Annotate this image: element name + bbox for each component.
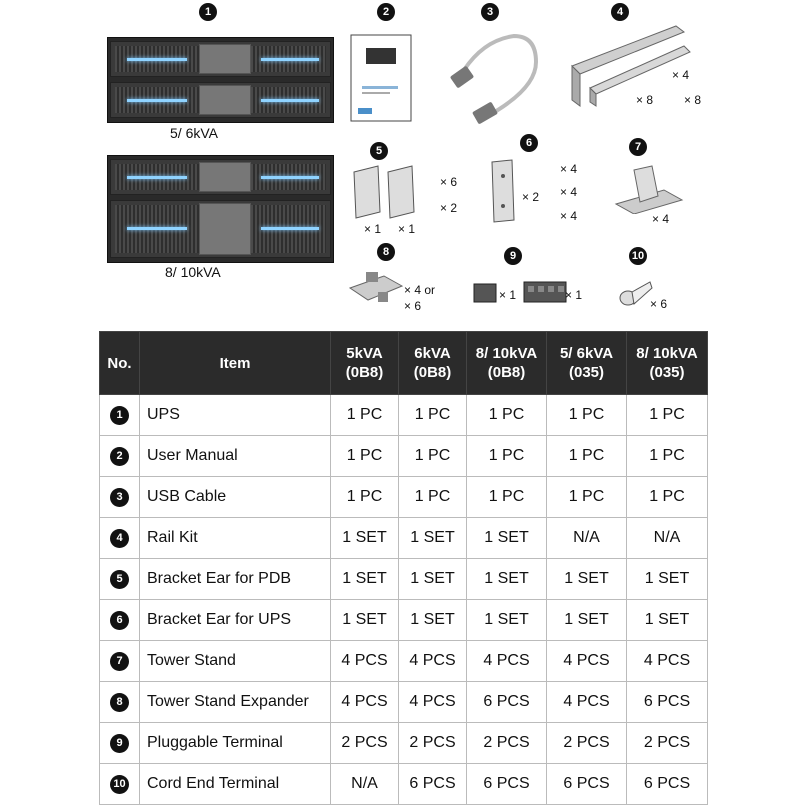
row-quantity-cell: 1 SET xyxy=(627,559,708,600)
row-quantity-cell: 1 PC xyxy=(547,436,627,477)
row-quantity-cell: 4 PCS xyxy=(547,682,627,723)
row-number xyxy=(100,477,140,518)
row-item-name: Cord End Terminal xyxy=(140,764,331,805)
item-badge-6: 6 xyxy=(520,134,538,152)
table-row xyxy=(100,477,708,518)
header-col-1: 5kVA (0B8) xyxy=(331,332,399,395)
ups-5-6kva-illustration xyxy=(107,37,334,123)
usb-cable-icon xyxy=(444,26,544,126)
row-quantity-cell: 1 SET xyxy=(331,518,399,559)
table-row xyxy=(100,600,708,641)
row-quantity-cell: 1 PC xyxy=(399,395,467,436)
row-quantity-cell: 1 PC xyxy=(627,395,708,436)
header-item: Item xyxy=(140,332,331,395)
pluggable-terminal-icon xyxy=(472,280,572,310)
row-quantity-cell: 6 PCS xyxy=(467,764,547,805)
row-quantity-cell: N/A xyxy=(331,764,399,805)
row-number xyxy=(100,682,140,723)
row-quantity-cell: 1 PC xyxy=(399,477,467,518)
header-col-4: 5/ 6kVA (035) xyxy=(547,332,627,395)
ups-5-6kva-caption: 5/ 6kVA xyxy=(170,125,218,141)
table-row xyxy=(100,395,708,436)
item-badge-1: 1 xyxy=(199,3,217,21)
table-header-row xyxy=(100,332,708,395)
row-quantity-cell: 1 SET xyxy=(467,559,547,600)
row-number xyxy=(100,723,140,764)
row-quantity-cell: N/A xyxy=(627,518,708,559)
table-row xyxy=(100,559,708,600)
expander-qty-line1: × 4 or xyxy=(404,283,436,297)
row-quantity-cell: 1 SET xyxy=(399,559,467,600)
table-row xyxy=(100,764,708,805)
terminal-b-qty: × 1 xyxy=(565,288,583,302)
row-number-badge: 6 xyxy=(110,611,129,630)
row-quantity-cell: 6 PCS xyxy=(467,682,547,723)
row-quantity-cell: 6 PCS xyxy=(627,764,708,805)
rail-screws-a-qty: × 4 xyxy=(672,68,690,82)
row-item-name: Bracket Ear for PDB xyxy=(140,559,331,600)
row-quantity-cell: 4 PCS xyxy=(399,682,467,723)
bracket-ear-ups-icon xyxy=(488,158,518,224)
row-quantity-cell: 4 PCS xyxy=(547,641,627,682)
expander-qty-line2: × 6 xyxy=(404,299,422,313)
header-col-3: 8/ 10kVA (0B8) xyxy=(467,332,547,395)
row-quantity-cell: 1 PC xyxy=(467,436,547,477)
table-row xyxy=(100,723,708,764)
item-badge-7: 7 xyxy=(629,138,647,156)
table-row xyxy=(100,682,708,723)
ups-nuts-b-qty: × 4 xyxy=(560,209,578,223)
pdb-ear-left-qty: × 1 xyxy=(364,222,382,236)
row-quantity-cell: 2 PCS xyxy=(547,723,627,764)
pdb-nuts-qty: × 2 xyxy=(440,201,458,215)
row-quantity-cell: 1 SET xyxy=(467,600,547,641)
row-quantity-cell: 1 PC xyxy=(331,395,399,436)
row-quantity-cell: 1 PC xyxy=(399,436,467,477)
table-row xyxy=(100,641,708,682)
header-col-2: 6kVA (0B8) xyxy=(399,332,467,395)
row-quantity-cell: 6 PCS xyxy=(399,764,467,805)
row-quantity-cell: 1 PC xyxy=(467,477,547,518)
table-row xyxy=(100,518,708,559)
row-number-badge: 4 xyxy=(110,529,129,548)
item-badge-10: 10 xyxy=(629,247,647,265)
row-number-badge: 8 xyxy=(110,693,129,712)
pdb-ear-right-qty: × 1 xyxy=(398,222,416,236)
row-number xyxy=(100,436,140,477)
row-quantity-cell: 4 PCS xyxy=(627,641,708,682)
row-quantity-cell: 1 PC xyxy=(627,436,708,477)
row-quantity-cell: 1 SET xyxy=(547,559,627,600)
item-badge-3: 3 xyxy=(481,3,499,21)
row-quantity-cell: 1 SET xyxy=(547,600,627,641)
row-number xyxy=(100,395,140,436)
item-badge-2: 2 xyxy=(377,3,395,21)
ups-8-10kva-illustration xyxy=(107,155,334,263)
row-quantity-cell: 2 PCS xyxy=(467,723,547,764)
rail-washers-qty: × 8 xyxy=(636,93,654,107)
row-number xyxy=(100,559,140,600)
row-quantity-cell: 2 PCS xyxy=(331,723,399,764)
row-number xyxy=(100,600,140,641)
row-number xyxy=(100,764,140,805)
pdb-screws-qty: × 6 xyxy=(440,175,458,189)
header-col-5: 8/ 10kVA (035) xyxy=(627,332,708,395)
tower-stand-qty: × 4 xyxy=(652,212,670,226)
ups-8-10kva-caption: 8/ 10kVA xyxy=(165,264,221,280)
tower-stand-expander-icon xyxy=(348,268,404,308)
tower-stand-icon xyxy=(614,162,686,214)
row-quantity-cell: N/A xyxy=(547,518,627,559)
row-quantity-cell: 1 PC xyxy=(467,395,547,436)
header-no: No. xyxy=(100,332,140,395)
row-item-name: Tower Stand Expander xyxy=(140,682,331,723)
user-manual-icon xyxy=(350,34,414,124)
ups-ear-qty: × 2 xyxy=(522,190,540,204)
row-number-badge: 9 xyxy=(110,734,129,753)
bracket-ear-pdb-icon xyxy=(352,164,422,220)
cord-end-qty: × 6 xyxy=(650,297,668,311)
row-quantity-cell: 1 SET xyxy=(399,600,467,641)
row-number-badge: 1 xyxy=(110,406,129,425)
row-quantity-cell: 1 SET xyxy=(467,518,547,559)
row-quantity-cell: 4 PCS xyxy=(399,641,467,682)
row-item-name: Rail Kit xyxy=(140,518,331,559)
row-item-name: Bracket Ear for UPS xyxy=(140,600,331,641)
row-quantity-cell: 1 SET xyxy=(399,518,467,559)
row-quantity-cell: 1 SET xyxy=(627,600,708,641)
rail-kit-icon xyxy=(566,22,696,108)
item-badge-8: 8 xyxy=(377,243,395,261)
row-number-badge: 10 xyxy=(110,775,129,794)
row-quantity-cell: 1 PC xyxy=(331,436,399,477)
row-quantity-cell: 6 PCS xyxy=(627,682,708,723)
table-row xyxy=(100,436,708,477)
row-number-badge: 7 xyxy=(110,652,129,671)
row-item-name: User Manual xyxy=(140,436,331,477)
row-number-badge: 3 xyxy=(110,488,129,507)
row-item-name: Pluggable Terminal xyxy=(140,723,331,764)
row-number xyxy=(100,641,140,682)
cord-end-terminal-icon xyxy=(618,278,654,308)
row-quantity-cell: 1 PC xyxy=(547,477,627,518)
row-quantity-cell: 6 PCS xyxy=(547,764,627,805)
row-quantity-cell: 4 PCS xyxy=(331,641,399,682)
row-quantity-cell: 1 SET xyxy=(331,600,399,641)
row-number xyxy=(100,518,140,559)
row-number-badge: 2 xyxy=(110,447,129,466)
row-quantity-cell: 1 SET xyxy=(331,559,399,600)
row-number-badge: 5 xyxy=(110,570,129,589)
ups-screws-qty: × 4 xyxy=(560,162,578,176)
row-quantity-cell: 2 PCS xyxy=(627,723,708,764)
item-badge-5: 5 xyxy=(370,142,388,160)
row-item-name: USB Cable xyxy=(140,477,331,518)
terminal-a-qty: × 1 xyxy=(499,288,517,302)
package-contents-table xyxy=(99,331,708,805)
row-quantity-cell: 1 PC xyxy=(627,477,708,518)
item-badge-9: 9 xyxy=(504,247,522,265)
row-quantity-cell: 4 PCS xyxy=(331,682,399,723)
row-quantity-cell: 2 PCS xyxy=(399,723,467,764)
row-quantity-cell: 1 PC xyxy=(547,395,627,436)
item-badge-4: 4 xyxy=(611,3,629,21)
rail-screws-b-qty: × 8 xyxy=(684,93,702,107)
row-quantity-cell: 1 PC xyxy=(331,477,399,518)
ups-nuts-a-qty: × 4 xyxy=(560,185,578,199)
row-item-name: Tower Stand xyxy=(140,641,331,682)
row-quantity-cell: 4 PCS xyxy=(467,641,547,682)
row-item-name: UPS xyxy=(140,395,331,436)
